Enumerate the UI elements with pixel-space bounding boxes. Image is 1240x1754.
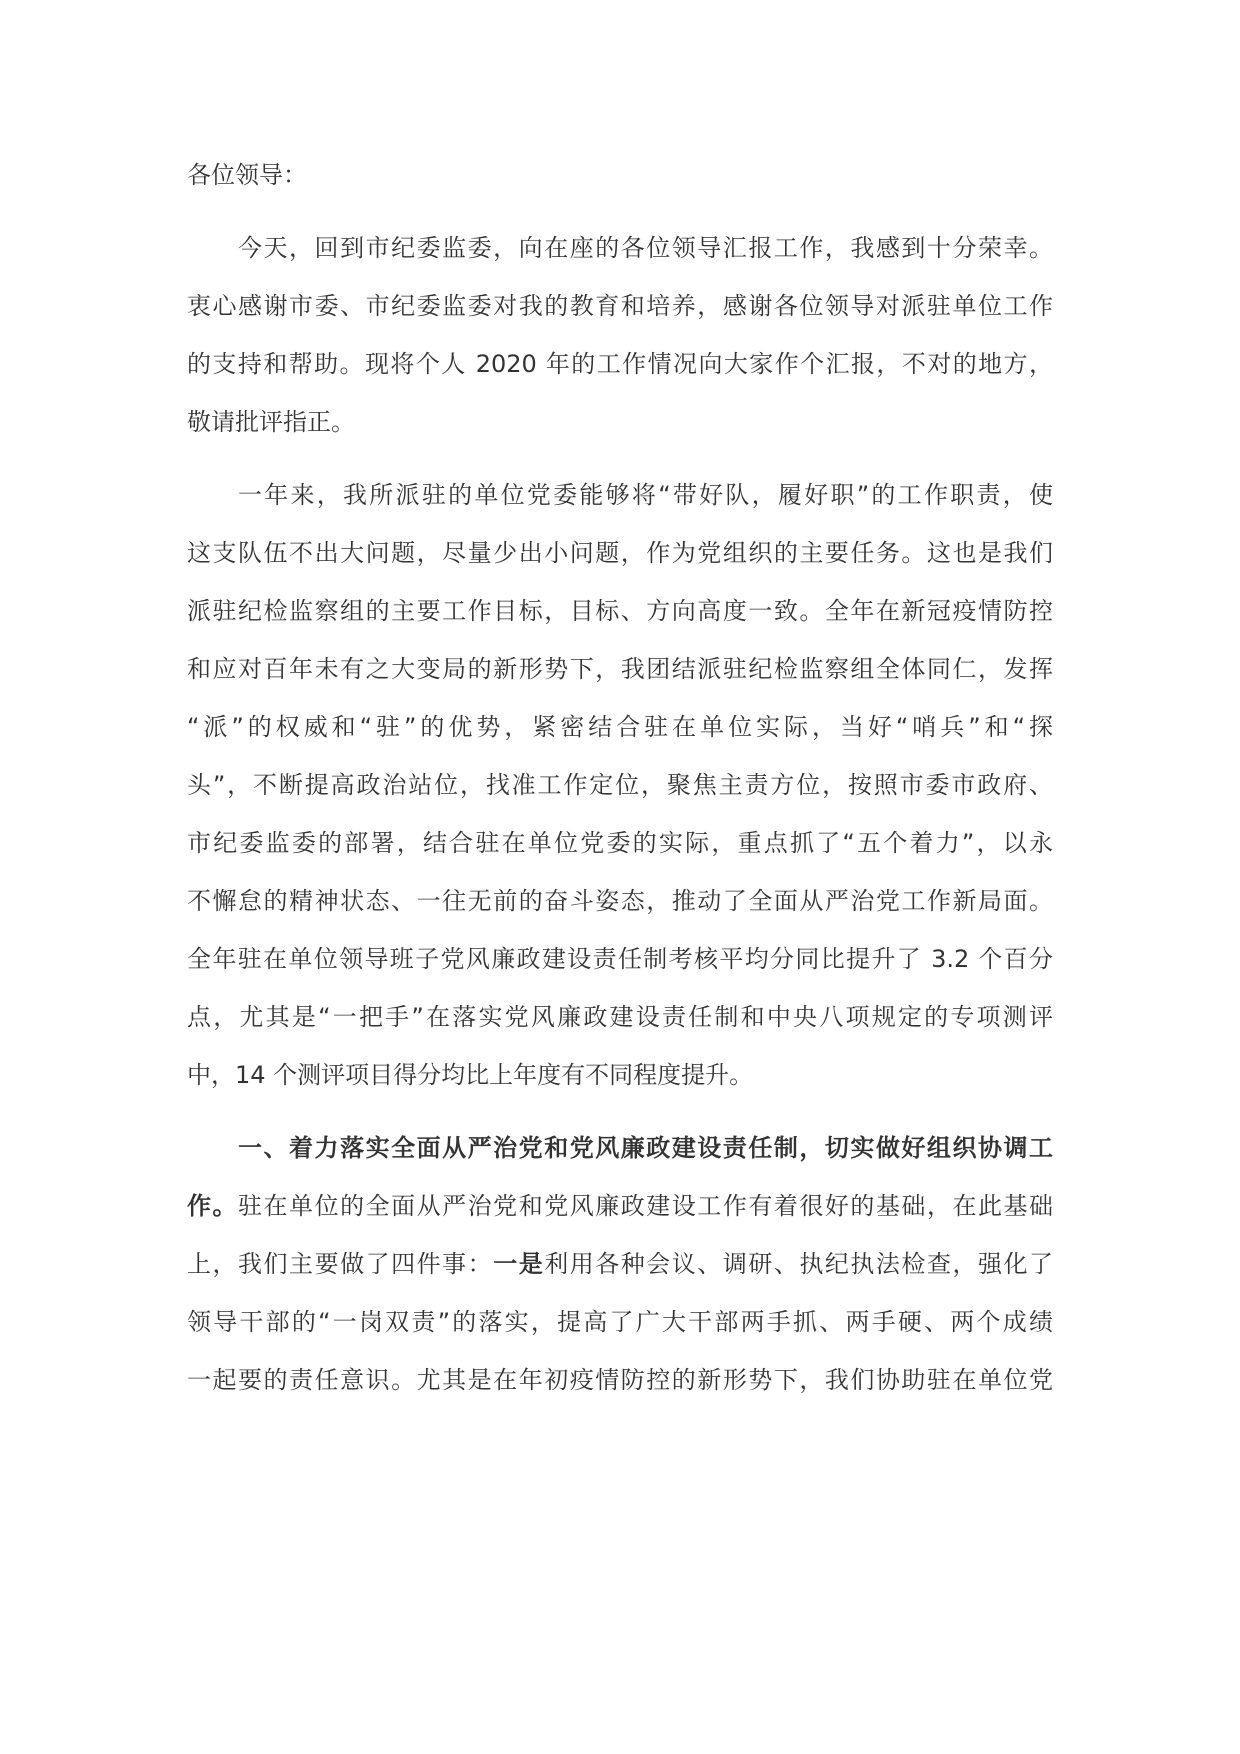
para3-line-4: 领导干部的“一岗双责”的落实，提高了广大干部两手抓、两手硬、两个成绩 [187, 1308, 1053, 1336]
para2-line-7: 市纪委监委的部署，结合驻在单位党委的实际，重点抓了“五个着力”，以永 [187, 829, 1053, 857]
para2-line-8: 不懈怠的精神状态、一往无前的奋斗姿态，推动了全面从严治党工作新局面。 [187, 887, 1053, 915]
para2-line-6: 头”，不断提高政治站位，找准工作定位，聚焦主责方位，按照市委市政府、 [187, 771, 1053, 799]
para3-line-2-text: 驻在单位的全面从严治党和党风廉政建设工作有着很好的基础，在此基础 [238, 1192, 1053, 1220]
para1-line-4: 敬请批评指正。 [187, 408, 355, 436]
para2-line-9: 全年驻在单位领导班子党风廉政建设责任制考核平均分同比提升了 3.2 个百分 [187, 945, 1053, 973]
para2-line-11: 中，14 个测评项目得分均比上年度有不同程度提升。 [187, 1061, 754, 1089]
section-heading-end: 作。 [187, 1192, 239, 1220]
para2-line-4: 和应对百年未有之大变局的新形势下，我团结派驻纪检监察组全体同仁，发挥 [187, 655, 1053, 683]
para1-line-3: 的支持和帮助。现将个人 2020 年的工作情况向大家作个汇报，不对的地方， [187, 350, 1053, 378]
para3-line-3 [187, 1244, 1053, 1284]
para2-line-3: 派驻纪检监察组的主要工作目标，目标、方向高度一致。全年在新冠疫情防控 [187, 597, 1053, 625]
para2-line-1: 一年来，我所派驻的单位党委能够将“带好队，履好职”的工作职责，使 [238, 481, 1053, 509]
para3-line-2 [187, 1186, 1053, 1226]
para1-line-2: 衷心感谢市委、市纪委监委对我的教育和培养，感谢各位领导对派驻单位工作 [187, 292, 1053, 320]
para2-line-10: 点，尤其是“一把手”在落实党风廉政建设责任制和中央八项规定的专项测评 [187, 1003, 1053, 1031]
document-page [187, 0, 1053, 1754]
salutation: 各位领导： [187, 161, 307, 189]
item-marker-one: 一是 [493, 1250, 545, 1278]
section-heading-line-1: 一、着力落实全面从严治党和党风廉政建设责任制，切实做好组织协调工 [238, 1134, 1053, 1162]
para3-line-5: 一起要的责任意识。尤其是在年初疫情防控的新形势下，我们协助驻在单位党 [187, 1366, 1053, 1394]
para1-line-1: 今天，回到市纪委监委，向在座的各位领导汇报工作，我感到十分荣幸。 [238, 234, 1053, 262]
para2-line-2: 这支队伍不出大问题，尽量少出小问题，作为党组织的主要任务。这也是我们 [187, 539, 1053, 567]
para2-line-5: “派”的权威和“驻”的优势，紧密结合驻在单位实际，当好“哨兵”和“探 [187, 713, 1053, 741]
para3-line-3-rest: 利用各种会议、调研、执纪执法检查，强化了 [544, 1250, 1054, 1278]
para3-line-3-start: 上，我们主要做了四件事： [187, 1250, 494, 1278]
